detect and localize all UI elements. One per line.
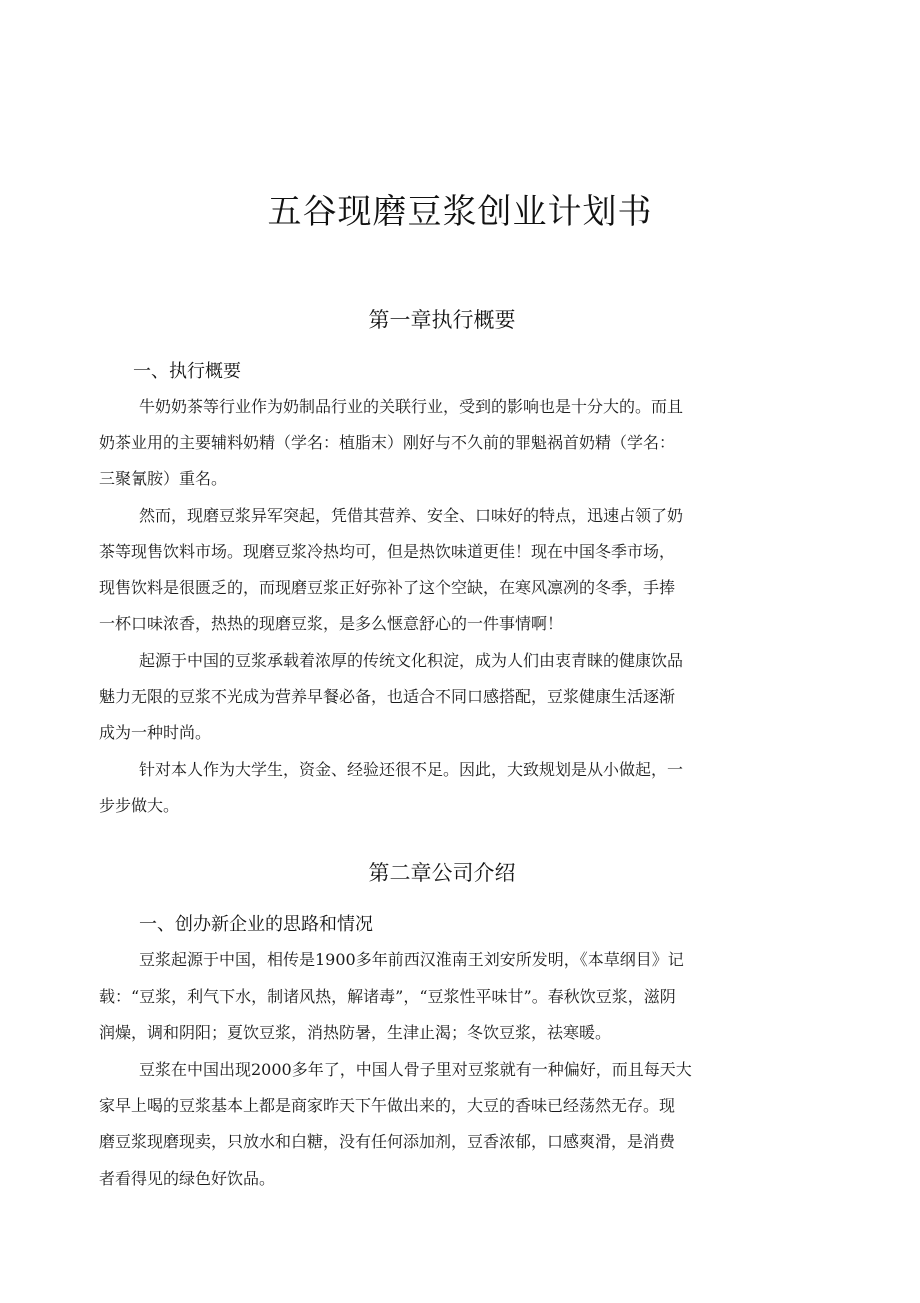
- paragraph-line: 家早上喝的豆浆基本上都是商家昨天下午做出来的，大豆的香味已经荡然无存。现: [99, 1096, 676, 1115]
- chapter-2-section-1-heading: 一、创办新企业的思路和情况: [139, 914, 373, 935]
- paragraph-line: 三聚氰胺）重名。: [99, 469, 228, 488]
- paragraph-line: 魅力无限的豆浆不光成为营养早餐必备，也适合不同口感搭配，豆浆健康生活逐渐: [99, 687, 676, 706]
- chapter-2-heading: 第二章公司介绍: [368, 861, 516, 885]
- paragraph-line: 一杯口味浓香，热热的现磨豆浆，是多么惬意舒心的一件事情啊！: [99, 614, 564, 633]
- chapter-1-heading: 第一章执行概要: [368, 308, 516, 332]
- paragraph-line: 豆浆起源于中国，相传是1900多年前西汉淮南王刘安所发明，《本草纲目》记: [139, 950, 684, 969]
- paragraph-line: 者看得见的绿色好饮品。: [99, 1169, 276, 1188]
- paragraph-line: 豆浆在中国出现2000多年了，中国人骨子里对豆浆就有一种偏好，而且每天大: [139, 1060, 692, 1079]
- paragraph-line: 起源于中国的豆浆承载着浓厚的传统文化积淀，成为人们由衷青睐的健康饮品: [139, 651, 684, 670]
- paragraph-line: 润燥，调和阴阳；夏饮豆浆，消热防暑，生津止渴；冬饮豆浆，祛寒暖。: [99, 1023, 612, 1042]
- paragraph-line: 茶等现售饮料市场。现磨豆浆冷热均可，但是热饮味道更佳！现在中国冬季市场，: [99, 542, 676, 561]
- paragraph-line: 磨豆浆现磨现卖，只放水和白糖，没有任何添加剂，豆香浓郁，口感爽滑，是消费: [99, 1132, 676, 1151]
- paragraph-line: 载：“豆浆，利气下水，制诸风热，解诸毒”，“豆浆性平味甘”。春秋饮豆浆，滋阴: [99, 987, 676, 1006]
- paragraph-line: 牛奶奶茶等行业作为奶制品行业的关联行业，受到的影响也是十分大的。而且: [139, 397, 684, 416]
- paragraph-line: 针对本人作为大学生，资金、经验还很不足。因此，大致规划是从小做起，一: [139, 760, 684, 779]
- paragraph-line: 然而，现磨豆浆异军突起，凭借其营养、安全、口味好的特点，迅速占领了奶: [139, 506, 684, 525]
- paragraph-line: 成为一种时尚。: [99, 723, 212, 742]
- paragraph-line: 步步做大。: [99, 796, 180, 815]
- chapter-1-section-1-heading: 一、执行概要: [133, 361, 241, 382]
- paragraph-line: 现售饮料是很匮乏的，而现磨豆浆正好弥补了这个空缺，在寒风凛冽的冬季，手捧: [99, 578, 676, 597]
- document-title: 五谷现磨豆浆创业计划书: [267, 192, 653, 232]
- paragraph-line: 奶茶业用的主要辅料奶精（学名：植脂末）刚好与不久前的罪魁祸首奶精（学名：: [99, 433, 676, 452]
